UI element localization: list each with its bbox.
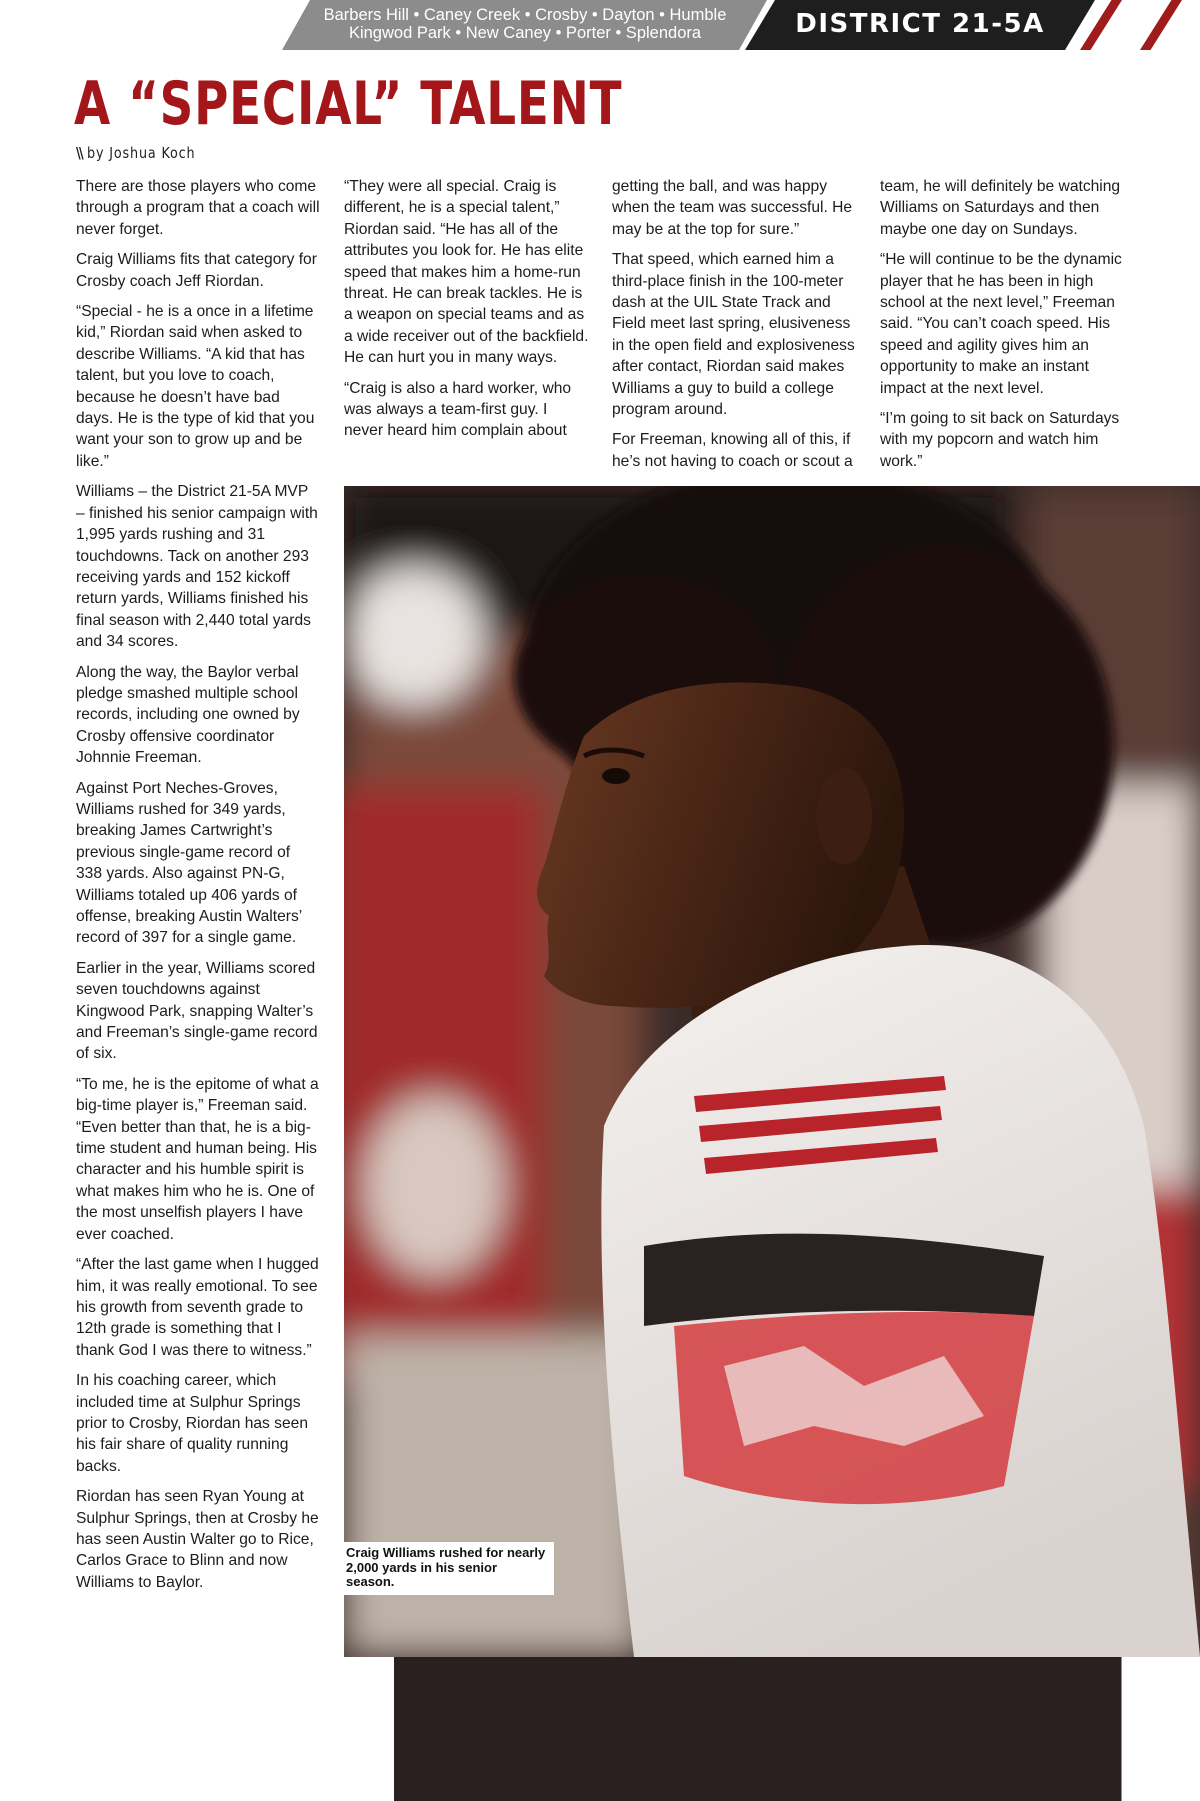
- paragraph: Riordan has seen Ryan Young at Sulphur Springs, then at Crosby he has seen Austin Walter go to Rice, Carlos Grace to Blinn and now Williams to Baylor.: [76, 1488, 319, 1591]
- byline: [76, 144, 195, 162]
- paragraph: “They were all special. Craig is different, he is a special talent,” Riordan said. “He has all of the attributes you look for. He has elite speed that makes him a home-run threat. He can break tackles. He is a weapon on special teams and as a wide receiver out of the backfield. He can hurt you in many ways.: [344, 178, 589, 367]
- article-column-3: [612, 176, 862, 481]
- paragraph: “Special - he is a once in a lifetime kid,” Riordan said when asked to describe Williams. “A kid that has talent, but you love to coach, because he doesn’t have bad days. He is the type of kid that you want your son to grow up and be like.”: [76, 303, 315, 470]
- article-title: A “SPECIAL” TALENT: [74, 69, 623, 139]
- paragraph: “He will continue to be the dynamic player that he has been in high school at the next level,” Freeman said. “You can’t coach speed. His speed and agility gives him an opportunity to make an instant impact at the next level.: [880, 251, 1122, 397]
- schools-list: [290, 7, 760, 42]
- paragraph: “Craig is also a hard worker, who was always a team-first guy. I never heard him complain about: [344, 379, 572, 440]
- paragraph: “After the last game when I hugged him, it was really emotional. To see his growth from seventh grade to 12th grade is something that I thank God I was there to witness.”: [76, 1256, 319, 1359]
- author: by Joshua Koch: [87, 144, 196, 162]
- article-column-4: [880, 176, 1132, 481]
- paragraph: Williams – the District 21-5A MVP – finished his senior campaign with 1,995 yards rushing and 31 touchdowns. Tack on another 293 receiving yards and 152 kickoff return yards, Williams finished his final season with 2,440 total yards and 34 scores.: [76, 483, 318, 651]
- paragraph: There are those players who come through a program that a coach will never forget.: [76, 178, 320, 238]
- district-label: DISTRICT 21-5A: [795, 9, 1045, 39]
- paragraph: For Freeman, knowing all of this, if he’s not having to coach or scout a: [612, 431, 853, 470]
- schools-line-1: Barbers Hill • Caney Creek • Crosby • Dayton • Humble: [323, 6, 727, 24]
- byline-slash-icon: \\: [76, 144, 82, 162]
- paragraph: That speed, which earned him a third-place finish in the 100-meter dash at the UIL State Track and Field meet last spring, elusiveness in the open field and explosiveness after contact, Riordan said makes Williams a guy to build a college program around.: [612, 251, 855, 419]
- paragraph: team, he will definitely be watching Williams on Saturdays and then maybe one day on Sundays.: [880, 178, 1121, 238]
- paragraph: getting the ball, and was happy when the team was successful. He may be at the top for sure.”: [612, 178, 853, 238]
- article-column-1: [76, 176, 320, 1602]
- paragraph: Earlier in the year, Williams scored seven touchdowns against Kingwood Park, snapping Walter’s and Freeman’s single-game record of six.: [76, 959, 318, 1063]
- article-column-2: [344, 176, 590, 451]
- paragraph: Craig Williams fits that category for Crosby coach Jeff Riordan.: [76, 251, 317, 290]
- paragraph: “To me, he is the epitome of what a big-time player is,” Freeman said. “Even better than that, he is a big-time student and human being. His character and his humble spirit is what makes him who he is. One of the most unselfish players I have ever coached.: [76, 1075, 319, 1243]
- paragraph: Along the way, the Baylor verbal pledge smashed multiple school records, including one owned by Crosby offensive coordinator Johnnie Freeman.: [76, 663, 300, 767]
- player-photo: [344, 486, 1200, 1657]
- paragraph: Against Port Neches-Groves, Williams rushed for 349 yards, breaking James Cartwright’s previous single-game record of 338 yards. Also against PN-G, Williams totaled up 406 yards of offense, breaking Austin Walters’ record of 397 for a single game.: [76, 779, 302, 947]
- paragraph: In his coaching career, which included time at Sulphur Springs prior to Crosby, Riordan has seen his fair share of quality running backs.: [76, 1372, 308, 1475]
- photo-caption: Craig Williams rushed for nearly 2,000 yards in his senior season.: [344, 1542, 554, 1595]
- schools-line-2: Kingwod Park • New Caney • Porter • Splendora: [348, 23, 702, 42]
- paragraph: “I’m going to sit back on Saturdays with my popcorn and watch him work.”: [880, 410, 1120, 470]
- accent-stripe: [1140, 0, 1182, 50]
